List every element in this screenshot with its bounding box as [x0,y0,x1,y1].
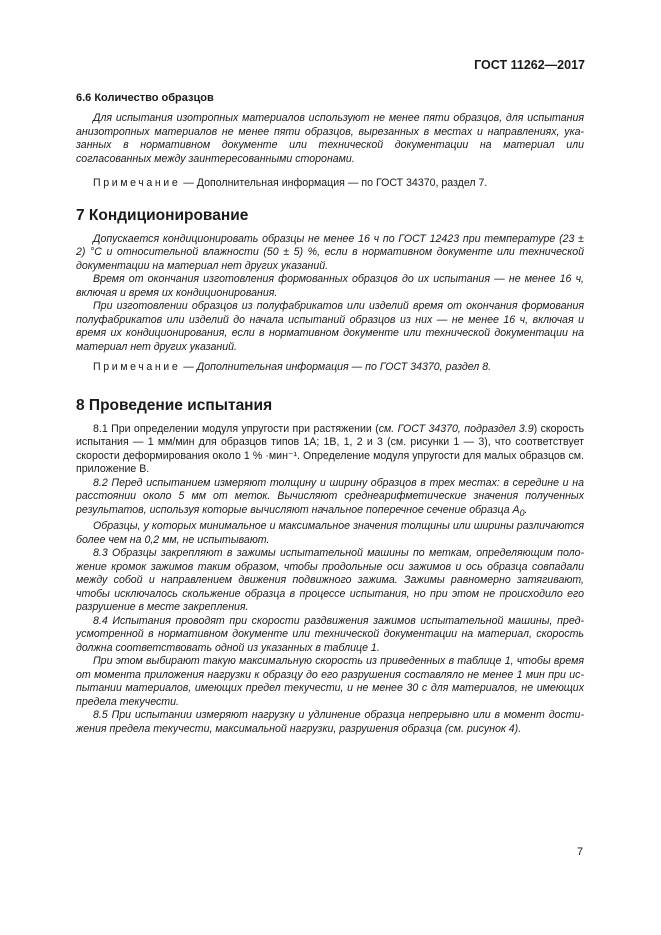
note-text: — Дополнительная информация — по ГОСТ 34370, раздел 8. [180,361,492,373]
section-8-4-paragraph-2: При этом выбирают такую максимальную скорость из приведенных в таблице 1, чтобы время от момента приложения нагрузки к образцу до его разрушения составляло не менее 1 мин при испытании материалов, имеющих предел текучести, и не менее 30 с для материалов, не имеющих предела текучести. [76,655,584,708]
section-8-title: 8 Проведение испытания [76,396,273,414]
section-8-3-paragraph: 8.3 Образцы закрепляют в зажимы испытательной машины по меткам, определяющим положение кромок зажимов таким образом, чтобы продольные оси зажимов и ось образца совпадали между собой и направлением движения подвижного зажима. Зажимы равномерно затягивают, чтобы исключалось скольжение образца в процессе испытания, но при этом не происходило его разрушение в месте закрепления. [76,547,584,614]
section-6-6-paragraph: Для испытания изотропных материалов используют не менее пяти образцов, для испытания анизотропных материалов не менее пяти образцов, вырезанных в местах и направлениях, указанных в нормативном документе или технической документации на материал или согласованных между заинтересованными сторонами. [76,112,584,165]
section-8-4-paragraph: 8.4 Испытания проводят при скорости раздвижения зажимов испытательной машины, предусмотренной в нормативном документе или технической документации на материал, скорость должна соответствовать одной из указанных в таблице 1. [76,614,584,654]
page-number: 7 [577,846,584,858]
page-content [76,92,584,736]
section-7-paragraph-1: Допускается кондиционировать образцы не менее 16 ч по ГОСТ 12423 при температуре (23 ± 2) °С и относительной влажности (50 ± 5) %, если в нормативном документе или технической документации на материал нет других указаний. [76,232,584,272]
section-6-6-note [76,177,584,191]
section-8-2-paragraph-2: Образцы, у которых минимальное и максимальное значения толщины или ширины различаются более чем на 0,2 мм, не испытывают. [76,520,584,546]
section-7-paragraph-2: Время от окончания изготовления формованных образцов до их испытания — не менее 16 ч, включая и время их кондиционирования. [76,273,584,299]
section-7-title: 7 Кондиционирование [76,206,249,224]
note-label: Примечание [93,361,181,373]
section-7-paragraph-3: При изготовлении образцов из полуфабрикатов или изделий время от окончания формования полуфабрикатов или изделий до начала испытаний образцов из них — не менее 16 ч, включая и время их кондиционирования, если в нормативном документе или технической документации на материал нет других указаний. [76,300,584,353]
section-8-5-paragraph: 8.5 При испытании измеряют нагрузку и удлинение образца непрерывно или в момент достижения предела текучести, максимальной нагрузки, разрушения образца (см. рисунок 4). [76,709,584,735]
section-8-2-paragraph: 8.2 Перед испытанием измеряют толщину и ширину образцов в трех местах: в середине и на расстоянии около 5 мм от меток. Вычисляют среднеарифметические значения полученных результатов, используя которые вычисляют начальное поперечное сечение образца $A_0$. [76,476,584,518]
section-6-6-title: 6.6 Количество образцов [76,92,214,104]
note-text: — Дополнительная информация — по ГОСТ 34370, раздел 7. [180,177,488,189]
note-label: Примечание [93,177,181,189]
document-id: ГОСТ 11262—2017 [474,58,585,72]
section-7-note [76,361,584,375]
section-8-1-paragraph: 8.1 При определении модуля упругости при растяжении (см. ГОСТ 34370, подраздел 3.9) скорость испытания — 1 мм/мин для образцов типов 1А; 1В, 1, 2 и 3 (см. рисунки 1 — 3), что соответствует скорости деформирования около 1 % ·мин⁻¹. Определение модуля упругости для малых образцов см. приложение В. [76,422,584,475]
